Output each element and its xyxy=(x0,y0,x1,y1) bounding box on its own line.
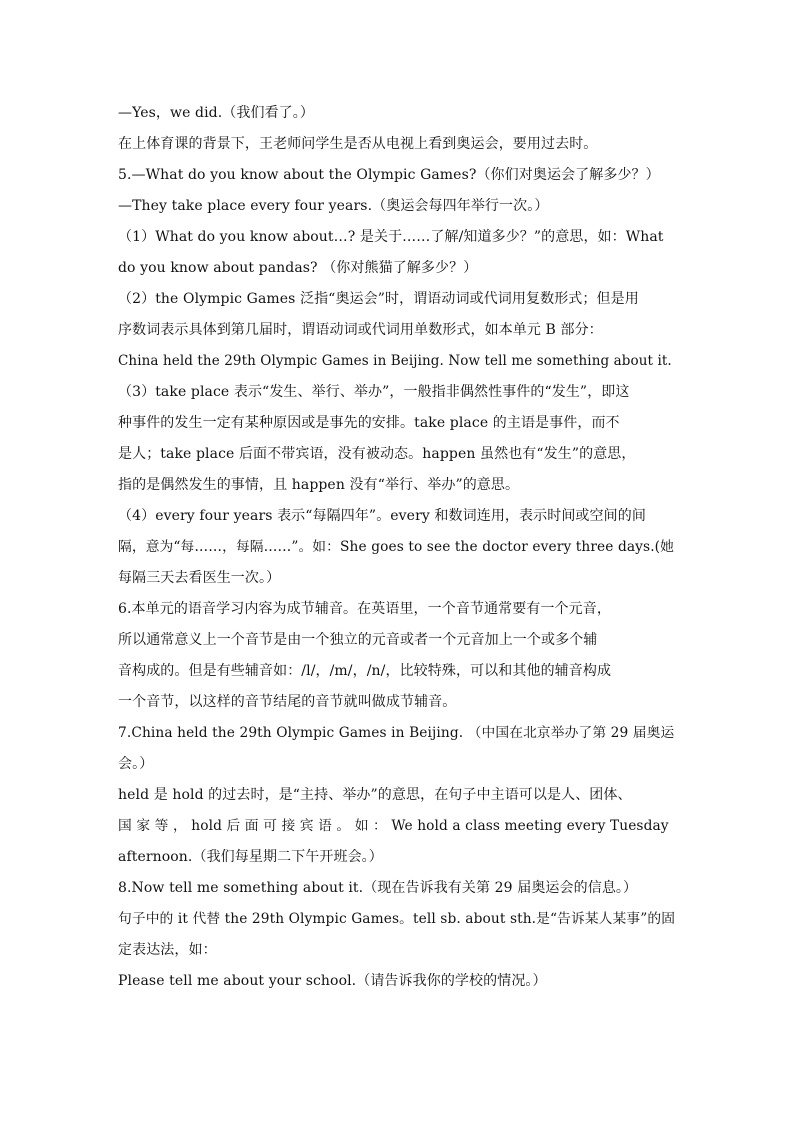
text-line-10: （3）take place 表示“发生、举行、举办”，一般指非偶然性事件的“发生”，即这 xyxy=(118,384,630,400)
text-line-27: 句子中的 it 代替 the 29th Olympic Games。tell sb. about sth.是“告诉某人某事”的固 xyxy=(118,911,676,927)
text-line-11: 种事件的发生一定有某种原因或是事先的安排。take place 的主语是事件，而不 xyxy=(118,415,620,431)
text-line-18: 所以通常意义上一个音节是由一个独立的元音或者一个元音加上一个或多个辅 xyxy=(118,632,598,648)
text-line-22: 会。） xyxy=(118,756,154,772)
text-line-6: do you know about pandas? （你对熊猫了解多少？） xyxy=(118,260,478,276)
text-line-29: Please tell me about your school.（请告诉我你的学校的情况。） xyxy=(118,973,547,989)
text-line-20: 一个音节，以这样的音节结尾的音节就叫做成节辅音。 xyxy=(118,694,457,710)
text-line-7: （2）the Olympic Games 泛指“奥运会”时，谓语动词或代词用复数形式；但是用 xyxy=(118,291,639,307)
text-line-15: 隔，意为“每……，每隔……”。如：She goes to see the doctor every three days.(她 xyxy=(118,539,674,555)
text-line-12: 是人；take place 后面不带宾语，没有被动态。happen 虽然也有“发生”的意思， xyxy=(118,446,636,462)
text-line-1: —Yes，we did.（我们看了。） xyxy=(118,105,314,121)
text-line-28: 定表达法，如： xyxy=(118,942,217,958)
text-line-23: held 是 hold 的过去时，是“主持、举办”的意思，在句子中主语可以是人、团体、 xyxy=(118,787,632,803)
text-line-3: 5.—What do you know about the Olympic Games?（你们对奥运会了解多少？） xyxy=(118,167,660,183)
text-line-9: China held the 29th Olympic Games in Beijing. Now tell me something about it. xyxy=(118,353,672,369)
text-line-21: 7.China held the 29th Olympic Games in Beijing. （中国在北京举办了第 29 届奥运 xyxy=(118,725,675,741)
text-line-13: 指的是偶然发生的事情，且 happen 没有“举行、举办”的意思。 xyxy=(118,477,520,493)
text-line-2: 在上体育课的背景下，王老师问学生是否从电视上看到奥运会，要用过去时。 xyxy=(118,136,598,152)
text-line-19: 音构成的。但是有些辅音如：/l/，/m/，/n/，比较特殊，可以和其他的辅音构成 xyxy=(118,663,612,679)
text-line-4: —They take place every four years.（奥运会每四年举行一次。） xyxy=(118,198,549,214)
document-body xyxy=(118,98,678,997)
text-line-8: 序数词表示具体到第几届时，谓语动词或代词用单数形式，如本单元 B 部分： xyxy=(118,322,603,338)
text-line-17: 6.本单元的语音学习内容为成节辅音。在英语里，一个音节通常要有一个元音， xyxy=(118,601,611,617)
text-line-14: （4）every four years 表示“每隔四年”。every 和数词连用，表示时间或空间的间 xyxy=(118,508,646,524)
text-line-26: 8.Now tell me something about it.（现在告诉我有关第 29 届奥运会的信息。） xyxy=(118,880,638,896)
text-line-25: afternoon.（我们每星期二下午开班会。） xyxy=(118,849,383,865)
text-line-16: 每隔三天去看医生一次。） xyxy=(118,570,281,586)
text-line-5: （1）What do you know about…? 是关于……了解/知道多少？”的意思，如：What xyxy=(118,229,664,245)
text-line-24: 国 家 等 ， hold 后 面 可 接 宾 语 。 如 ： We hold a class meeting every Tuesday xyxy=(118,818,669,834)
